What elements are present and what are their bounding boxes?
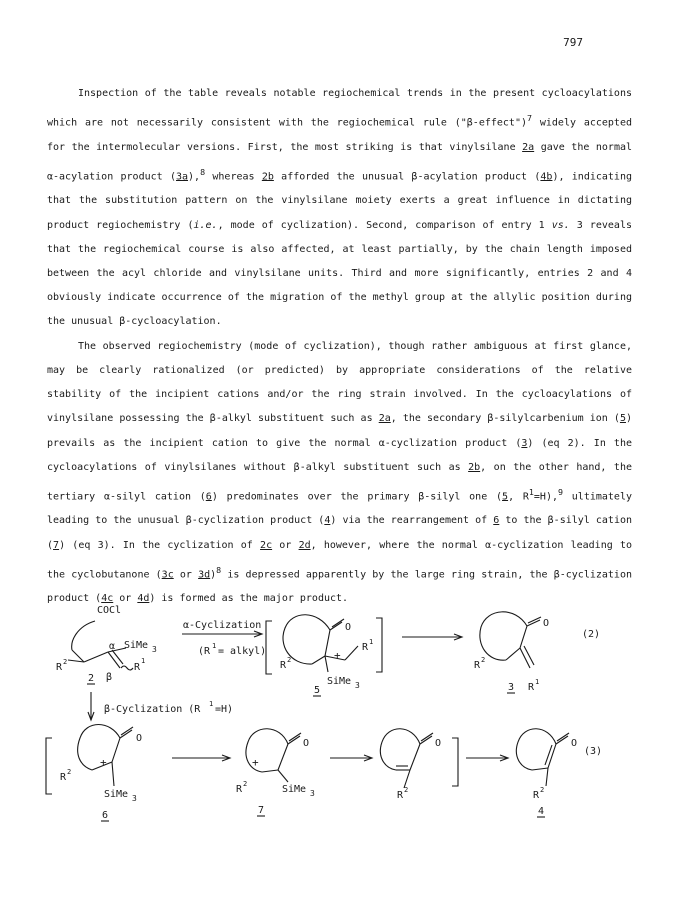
paragraph-2: The observed regiochemistry (mode of cyclization), though rather ambiguous at first glance, may be clearly rationalized (or predicted) by appropriate considerations of the relative stability of the incipient cations and/or the ring strain involved. In the cycloacylations of vinylsilane possessing the β-alkyl substituent such as 2a, the secondary β-silylcarbenium ion (5) prevails as the incipient cation to give the normal α-cyclization product (3) (eq 2). In the cycloacylations of vinylsilanes without β-alkyl substituent such as 2b, on the other hand, the tertiary α-silyl cation (6) predominates over the primary β-silyl one (5, $R^1=H),^9$ ultimately leading to the unusual β-cyclization product (4) via the rearrangement of 6 to the β-silyl cation (7) (eq 3). In the cyclization of 2c or 2d, however, where the normal α-cyclization leading to the cyclobutanone (3c or 3d)$^8$ is depressed apparently by the large ring strain, the β-cyclization product (4c or 4d) is formed as the major product. [47,340,633,605]
svg-text:2: 2 [404,786,409,794]
alpha-cyclization-arrow [182,620,266,657]
svg-text:2: 2 [481,656,486,664]
label-6: 6 [102,810,109,821]
svg-text:R: R [528,682,535,693]
svg-text:SiMe: SiMe [282,784,307,795]
svg-text:SiMe: SiMe [124,640,149,651]
compound-2 [56,605,157,684]
svg-text:(R: (R [198,646,211,657]
svg-text:R: R [280,660,287,671]
svg-text:2: 2 [287,656,292,664]
svg-text:β: β [106,672,113,683]
svg-text:O: O [435,738,442,749]
label-3: 3 [508,682,515,693]
label-2: 2 [88,673,95,684]
svg-text:O: O [303,738,310,749]
svg-text:+: + [334,649,341,662]
svg-text:3: 3 [152,645,157,654]
svg-text:O: O [345,622,352,633]
svg-text:R: R [362,642,369,653]
svg-text:+: + [100,756,107,769]
svg-text:1: 1 [369,638,374,646]
svg-text:2: 2 [63,658,68,666]
paragraph-1: Inspection of the table reveals notable regiochemical trends in the present cycloacylations which are not necessarily consistent with the regiochemical rule ("β-effect")$^7$ widely accepted for the intermolecular versions. First, the most striking is that vinylsilane 2a gave the normal α-acylation product (3a),$^8$ whereas 2b afforded the unusual β-acylation product (4b), indicating that the substitution pattern on the vinylsilane moiety exerts a great influence in dictating product regiochemistry (i.e., mode of cyclization). Second, comparison of entry 1 vs. 3 reveals that the regiochemical course is also affected, at least partially, by the chain length imposed between the acyl chloride and vinylsilane units. Third and more significantly, entries 2 and 4 obviously indicate occurrence of the migration of the methyl group at the allylic position during the unusual β-cycloacylation. [47,88,633,328]
svg-text:O: O [136,733,143,744]
label-5: 5 [314,685,321,696]
svg-text:O: O [543,618,550,629]
svg-text:2: 2 [540,786,545,794]
svg-text:R: R [533,790,540,801]
svg-text:R: R [397,790,404,801]
page-number: 797 [563,36,583,49]
eq-3-label: (3) [584,746,603,757]
svg-text:α-Cyclization: α-Cyclization [183,620,262,631]
svg-text:β-Cyclization (R: β-Cyclization (R [104,704,201,715]
svg-text:R: R [134,662,141,673]
beta-cyclization-arrow [88,692,233,720]
svg-text:1: 1 [141,657,146,665]
svg-text:= alkyl): = alkyl) [218,646,267,657]
svg-text:R: R [236,784,243,795]
eq-2-label: (2) [582,629,601,640]
label-7: 7 [258,805,265,816]
svg-text:SiMe: SiMe [327,676,352,687]
svg-text:3: 3 [132,794,137,803]
svg-text:1: 1 [209,700,214,708]
svg-text:=H): =H) [215,704,234,715]
svg-text:2: 2 [243,780,248,788]
svg-text:R: R [60,772,67,783]
coci-label: COCl [97,605,122,616]
svg-text:1: 1 [535,678,540,686]
product-3 [474,612,549,693]
label-4: 4 [538,806,545,817]
product-4 [516,729,577,817]
svg-text:SiMe: SiMe [104,789,129,800]
svg-text:R: R [56,662,63,673]
svg-text:α: α [109,641,116,652]
cation-5 [266,615,382,696]
intermediate-enone [380,729,458,801]
svg-text:2: 2 [67,768,72,776]
svg-text:3: 3 [310,789,315,798]
svg-text:R: R [474,660,481,671]
svg-text:3: 3 [355,681,360,690]
svg-text:+: + [252,756,259,769]
svg-text:O: O [571,738,578,749]
cation-6 [46,725,142,822]
svg-text:1: 1 [212,642,217,650]
cation-7 [236,729,315,816]
